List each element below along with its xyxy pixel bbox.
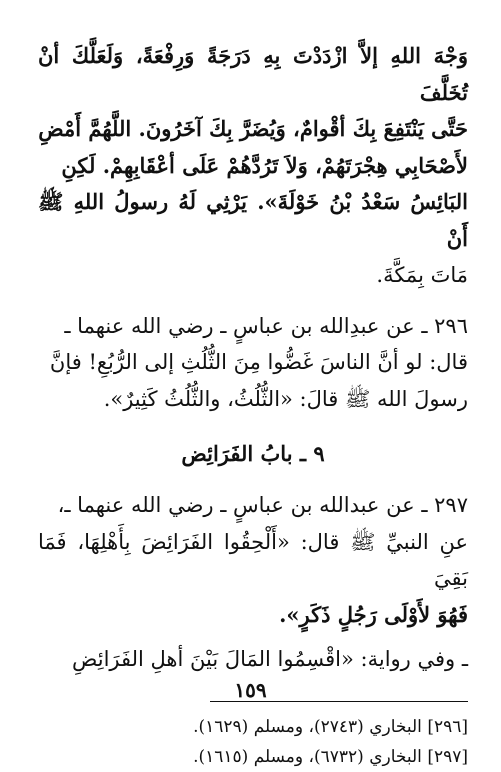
text-line: ـ وفي رواية: «اقْسِمُوا المَالَ بَيْنَ أهلِ الفَرَائِضِ [72,647,468,671]
text-line: حَتَّى يَنْتَفِعَ بِكَ أقْوامٌ، وَيُضَرَّ بِكَ آخَرُونَ. اللَّهُمَّ أَمْضِ [38,116,468,141]
hadith-296 [38,308,468,418]
text-line: قال: لو أنَّ الناسَ غَضُّوا مِنَ الثُّلُثِ إلى الرُّبُعِ! فإنَّ [49,350,468,374]
page-number: ١٥٩ [234,678,267,702]
text-line: عنِ النبيِّ ﷺ قال: «أَلْحِقُوا الفَرَائِضَ بِأَهْلِهَا، فَمَا بَقِيَ [38,529,468,590]
footnote: [٢٩٦] البخاري (٢٧٤٣)، ومسلم (١٦٢٩). [193,716,468,737]
footnotes [38,712,468,772]
text-line: وَجْهَ اللهِ إلاَّ ازْدَدْتَ بِهِ دَرَجَةً وَرِفْعَةً، وَلَعَلَّكَ أنْ تُخَلَّفَ [38,43,468,105]
footnote: [٢٩٧] البخاري (٦٧٣٢)، ومسلم (١٦١٥). [193,746,468,767]
hadith-297 [38,487,468,678]
text-line: فَهُوَ لأَوْلَى رَجُلٍ ذَكَرٍ». [279,601,468,627]
hadith-opening-line: ٢٩٦ ـ عن عبدِالله بن عباسٍ ـ رضي الله عنهما ـ [64,313,468,338]
text-line: مَاتَ بِمَكَّةَ. [376,263,468,287]
text-line: البَائِسُ سَعْدُ بْنُ خَوْلَةَ». يَرْثِي لَهُ رسولُ اللهِ ﷺ أَنْ [38,189,468,251]
page-body [38,38,468,772]
intro-paragraph [38,38,468,294]
chapter-heading: ٩ ـ بابُ الفَرَائِض [181,441,325,466]
text-line: لأَصْحَابِي هِجْرَتَهُمْ، وَلاَ تَرُدَّهُمْ عَلَى أعْقَابِهِمْ. لَكِنِ [61,152,468,178]
text-line: رسولَ الله ﷺ قالَ: «الثُّلُثُ، والثُّلُثُ كَثِيرٌ». [103,386,468,411]
hadith-opening-line: ٢٩٧ ـ عن عبدالله بن عباسٍ ـ رضي الله عنهما ـ، [57,493,468,517]
